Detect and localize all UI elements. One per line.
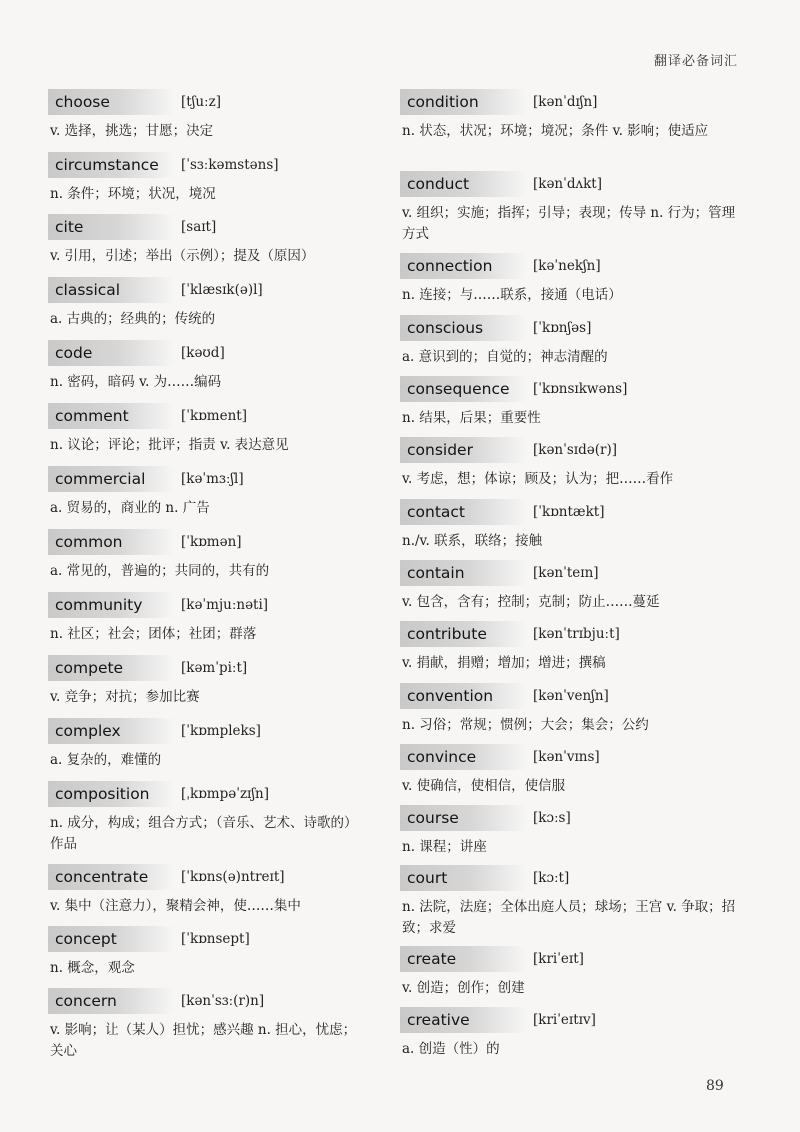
entry-word: common — [48, 529, 175, 555]
vocab-entry — [400, 864, 745, 945]
entry-definition: n. 习俗；常规；惯例；大会；集会；公约 — [402, 717, 649, 733]
vocab-entry — [48, 654, 366, 717]
vocab-entry — [400, 375, 745, 436]
entry-phonetic: [ˈkɒnʃəs] — [533, 320, 592, 336]
entry-phonetic: [kənˈvɪns] — [533, 749, 600, 765]
entry-definition: a. 创造（性）的 — [402, 1041, 500, 1057]
entry-definition: n. 法院，法庭；全体出庭人员；球场；王宫 v. 争取；招致；求爱 — [402, 899, 736, 936]
entry-definition: n. 议论；评论；批评；指责 v. 表达意见 — [50, 437, 289, 453]
entry-phonetic: [kənˈsɜː(r)n] — [181, 993, 265, 1009]
entry-phonetic: [ˈklæsɪk(ə)l] — [181, 282, 263, 298]
vocab-entry — [48, 780, 366, 863]
vocab-entry — [48, 88, 366, 151]
vocab-entry — [48, 151, 366, 213]
entry-word: convince — [400, 744, 527, 770]
entry-definition: v. 使确信，使相信，使信服 — [402, 778, 566, 794]
entry-word: conscious — [400, 315, 527, 341]
entry-phonetic: [kənˈsɪdə(r)] — [533, 442, 617, 458]
entry-word: course — [400, 805, 527, 831]
entry-phonetic: [ˈkɒntækt] — [533, 504, 605, 520]
vocab-entry — [48, 402, 366, 465]
entry-word: complex — [48, 718, 175, 744]
vocab-entry — [400, 559, 745, 620]
entry-word: cite — [48, 214, 175, 240]
vocab-entry — [400, 1006, 745, 1066]
entry-word: commercial — [48, 466, 175, 492]
entry-phonetic: [kəˈmjuːnəti] — [181, 597, 269, 613]
entry-phonetic: [kənˈtrɪbjuːt] — [533, 626, 620, 642]
vocab-entry — [48, 863, 366, 925]
entry-definition: v. 引用，引述；举出（示例）；提及（原因） — [50, 248, 315, 264]
entry-definition: n. 课程；讲座 — [402, 839, 487, 855]
entry-word: conduct — [400, 171, 527, 197]
entry-word: create — [400, 946, 527, 972]
entry-definition: n. 状态，状况；环境；境况；条件 v. 影响；使适应 — [402, 123, 709, 139]
entry-word: concern — [48, 988, 175, 1014]
entry-definition: a. 贸易的，商业的 n. 广告 — [50, 500, 210, 516]
vocab-entry — [400, 945, 745, 1006]
entry-phonetic: [ˈkɒmən] — [181, 534, 242, 550]
entry-word: comment — [48, 403, 175, 429]
entry-word: compete — [48, 655, 175, 681]
entry-phonetic: [kənˈteɪn] — [533, 565, 599, 581]
entry-definition: v. 考虑，想；体谅；顾及；认为；把……看作 — [402, 471, 674, 487]
right-column — [400, 88, 745, 1066]
entry-definition: n. 条件；环境；状况，境况 — [50, 186, 216, 202]
entry-definition: a. 复杂的，难懂的 — [50, 752, 162, 768]
entry-definition: v. 选择，挑选；甘愿；决定 — [50, 123, 214, 139]
entry-word: connection — [400, 253, 527, 279]
entry-definition: a. 古典的；经典的；传统的 — [50, 311, 216, 327]
vocab-entry — [48, 591, 366, 654]
entry-word: court — [400, 865, 527, 891]
entry-definition: v. 创造；创作；创建 — [402, 980, 525, 996]
entry-definition: n./v. 联系，联络；接触 — [402, 533, 543, 549]
vocab-entry — [400, 743, 745, 804]
entry-phonetic: [ˈkɒnsept] — [181, 931, 250, 947]
entry-word: concentrate — [48, 864, 175, 890]
entry-phonetic: [ˈkɒns(ə)ntreɪt] — [181, 869, 285, 885]
vocab-entry — [48, 925, 366, 987]
vocab-entry — [48, 528, 366, 591]
entry-definition: a. 常见的，普遍的；共同的，共有的 — [50, 563, 270, 579]
entry-phonetic: [kəmˈpiːt] — [181, 660, 248, 676]
entry-word: contribute — [400, 621, 527, 647]
left-column — [48, 88, 366, 1067]
entry-word: consequence — [400, 376, 527, 402]
entry-phonetic: [kəˈnekʃn] — [533, 258, 601, 274]
vocab-entry — [48, 465, 366, 528]
vocab-entry — [400, 314, 745, 375]
entry-phonetic: [kənˈdɪʃn] — [533, 94, 598, 110]
entry-phonetic: [kriˈeɪt] — [533, 951, 584, 967]
entry-phonetic: [tʃuːz] — [181, 94, 221, 110]
entry-definition: n. 概念，观念 — [50, 960, 135, 976]
entry-phonetic: [ˈkɒmpleks] — [181, 723, 261, 739]
vocab-entry — [48, 339, 366, 402]
entry-phonetic: [kɔːt] — [533, 870, 570, 886]
entry-phonetic: [kriˈeɪtɪv] — [533, 1012, 596, 1028]
vocab-entry — [48, 213, 366, 276]
entry-phonetic: [kənˈvenʃn] — [533, 688, 609, 704]
entry-phonetic: [ˈkɒment] — [181, 408, 247, 424]
vocab-entry — [48, 987, 366, 1067]
entry-definition: n. 连接；与……联系，接通（电话） — [402, 287, 622, 303]
entry-phonetic: [saɪt] — [181, 219, 217, 235]
entry-definition: n. 成分，构成；组合方式；（音乐、艺术、诗歌的）作品 — [50, 815, 358, 852]
entry-phonetic: [ˈsɜːkəmstəns] — [181, 157, 279, 173]
entry-definition: v. 组织；实施；指挥；引导；表现；传导 n. 行为；管理方式 — [402, 205, 736, 242]
entry-phonetic: [kəˈmɜːʃl] — [181, 471, 244, 487]
entry-phonetic: [kənˈdʌkt] — [533, 176, 602, 192]
entry-word: composition — [48, 781, 175, 807]
entry-word: choose — [48, 89, 175, 115]
vocab-entry — [400, 498, 745, 559]
entry-word: consider — [400, 437, 527, 463]
entry-word: classical — [48, 277, 175, 303]
entry-definition: n. 密码，暗码 v. 为……编码 — [50, 374, 222, 390]
entry-word: circumstance — [48, 152, 175, 178]
vocab-entry — [48, 717, 366, 780]
entry-definition: v. 捐献，捐赠；增加；增进；撰稿 — [402, 655, 606, 671]
entry-word: contain — [400, 560, 527, 586]
vocab-entry — [400, 620, 745, 682]
vocab-entry — [400, 252, 745, 314]
entry-definition: v. 竞争；对抗；参加比赛 — [50, 689, 200, 705]
entry-phonetic: [ˈkɒnsɪkwəns] — [533, 381, 628, 397]
entry-word: contact — [400, 499, 527, 525]
entry-definition: v. 影响；让（某人）担忧；感兴趣 n. 担心，忧虑；关心 — [50, 1022, 357, 1059]
entry-word: creative — [400, 1007, 527, 1033]
vocab-entry — [400, 804, 745, 864]
entry-definition: v. 集中（注意力），聚精会神，使……集中 — [50, 898, 301, 914]
page-header: 翻译必备词汇 — [653, 54, 738, 69]
entry-word: community — [48, 592, 175, 618]
entry-definition: a. 意识到的；自觉的；神志清醒的 — [402, 349, 608, 365]
vocab-entry — [400, 436, 745, 498]
page-number: 89 — [706, 1078, 724, 1094]
entry-phonetic: [ˌkɒmpəˈzɪʃn] — [181, 786, 270, 802]
vocab-entry — [400, 682, 745, 743]
entry-phonetic: [kɔːs] — [533, 810, 571, 826]
vocab-entry — [400, 88, 745, 170]
entry-phonetic: [kəʊd] — [181, 345, 225, 361]
entry-definition: n. 结果，后果；重要性 — [402, 410, 541, 426]
entry-definition: v. 包含，含有；控制；克制；防止……蔓延 — [402, 594, 660, 610]
vocab-entry — [48, 276, 366, 339]
vocab-entry — [400, 170, 745, 252]
entry-word: concept — [48, 926, 175, 952]
entry-word: condition — [400, 89, 527, 115]
entry-word: code — [48, 340, 175, 366]
entry-word: convention — [400, 683, 527, 709]
entry-definition: n. 社区；社会；团体；社团；群落 — [50, 626, 257, 642]
